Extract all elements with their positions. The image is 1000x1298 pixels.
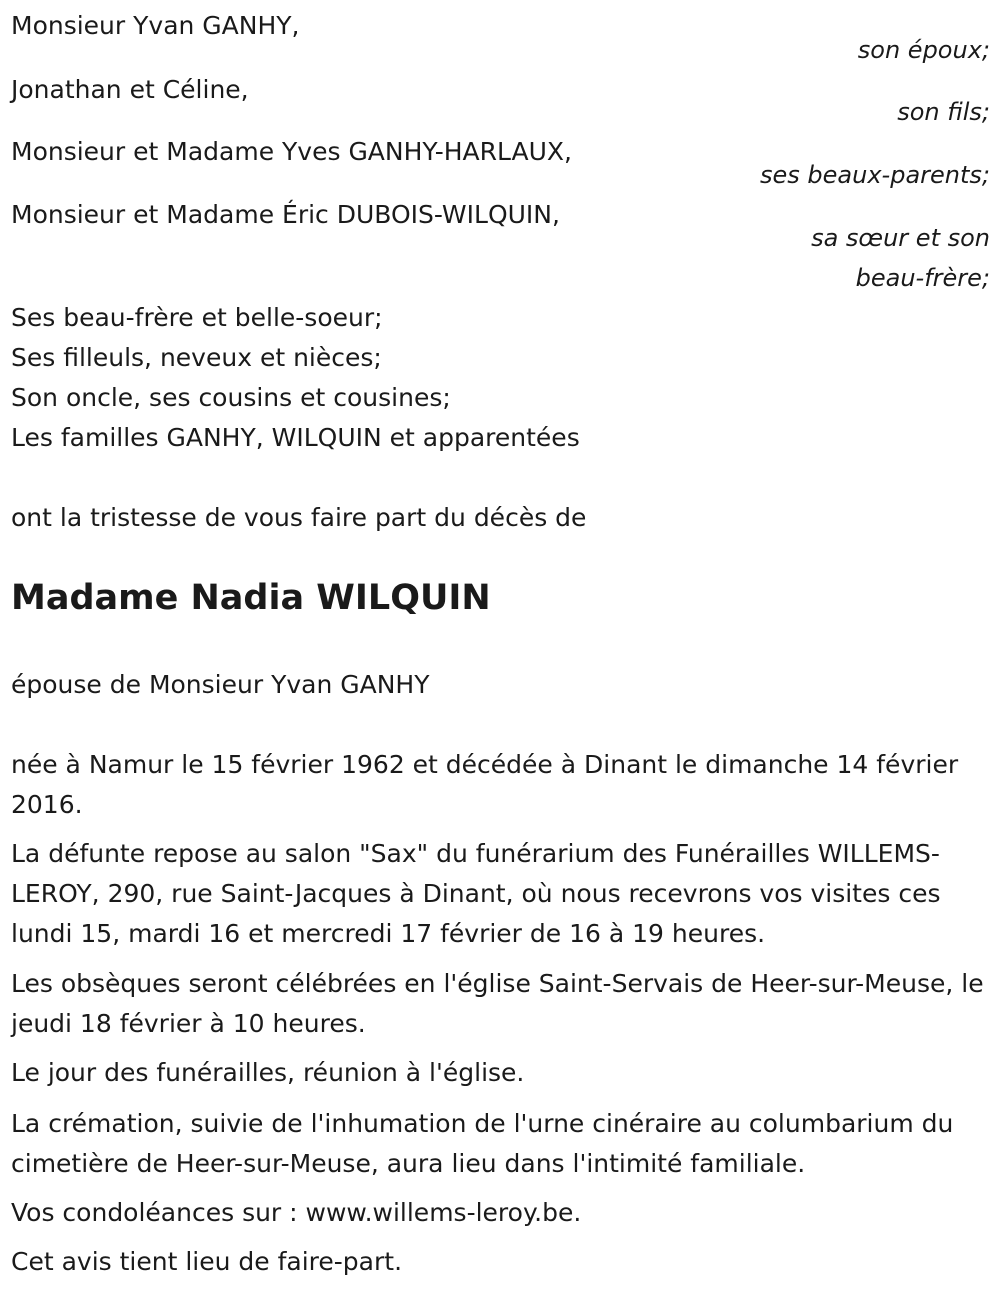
other-relatives-item: Son oncle, ses cousins et cousines; xyxy=(11,383,451,412)
visitation-paragraph: La défunte repose au salon "Sax" du funérarium des Funérailles WILLEMS-LEROY, 290, rue Saint-Jacques à Dinant, où nous recevrons vos visites ces lundi 15, mardi 16 et mercredi 17 février de 16 à 19 heures. xyxy=(11,839,941,948)
family-role-2: son fils; xyxy=(897,98,990,126)
cremation-paragraph: La crémation, suivie de l'inhumation de l'urne cinéraire au columbarium du cimetière de Heer-sur-Meuse, aura lieu dans l'intimité familiale. xyxy=(11,1109,954,1178)
condolences-line: Vos condoléances sur : www.willems-leroy.be. xyxy=(11,1198,582,1227)
family-name-3: Monsieur et Madame Yves GANHY-HARLAUX, xyxy=(11,137,572,166)
family-name-1: Monsieur Yvan GANHY, xyxy=(11,11,300,40)
family-name-4: Monsieur et Madame Éric DUBOIS-WILQUIN, xyxy=(11,200,560,229)
gathering-paragraph: Le jour des funérailles, réunion à l'église. xyxy=(11,1058,525,1087)
funeral-paragraph: Les obsèques seront célébrées en l'église Saint-Servais de Heer-sur-Meuse, le jeudi 18 février à 10 heures. xyxy=(11,969,984,1038)
other-relatives-item: Les familles GANHY, WILQUIN et apparentées xyxy=(11,423,580,452)
family-role-4: sa sœur et son beau-frère; xyxy=(811,224,990,292)
family-name-2: Jonathan et Céline, xyxy=(11,75,249,104)
family-role-3: ses beaux-parents; xyxy=(760,161,990,189)
deceased-name: Madame Nadia WILQUIN xyxy=(11,578,491,618)
announcement-line: ont la tristesse de vous faire part du décès de xyxy=(11,503,587,532)
family-role-1: son époux; xyxy=(857,36,990,64)
birth-death-paragraph: née à Namur le 15 février 1962 et décédée à Dinant le dimanche 14 février 2016. xyxy=(11,750,959,819)
other-relatives-item: Ses filleuls, neveux et nièces; xyxy=(11,343,382,372)
other-relatives-list xyxy=(11,298,580,458)
notice-closing-line: Cet avis tient lieu de faire-part. xyxy=(11,1247,403,1276)
spouse-line: épouse de Monsieur Yvan GANHY xyxy=(11,670,430,699)
other-relatives-item: Ses beau-frère et belle-soeur; xyxy=(11,303,383,332)
